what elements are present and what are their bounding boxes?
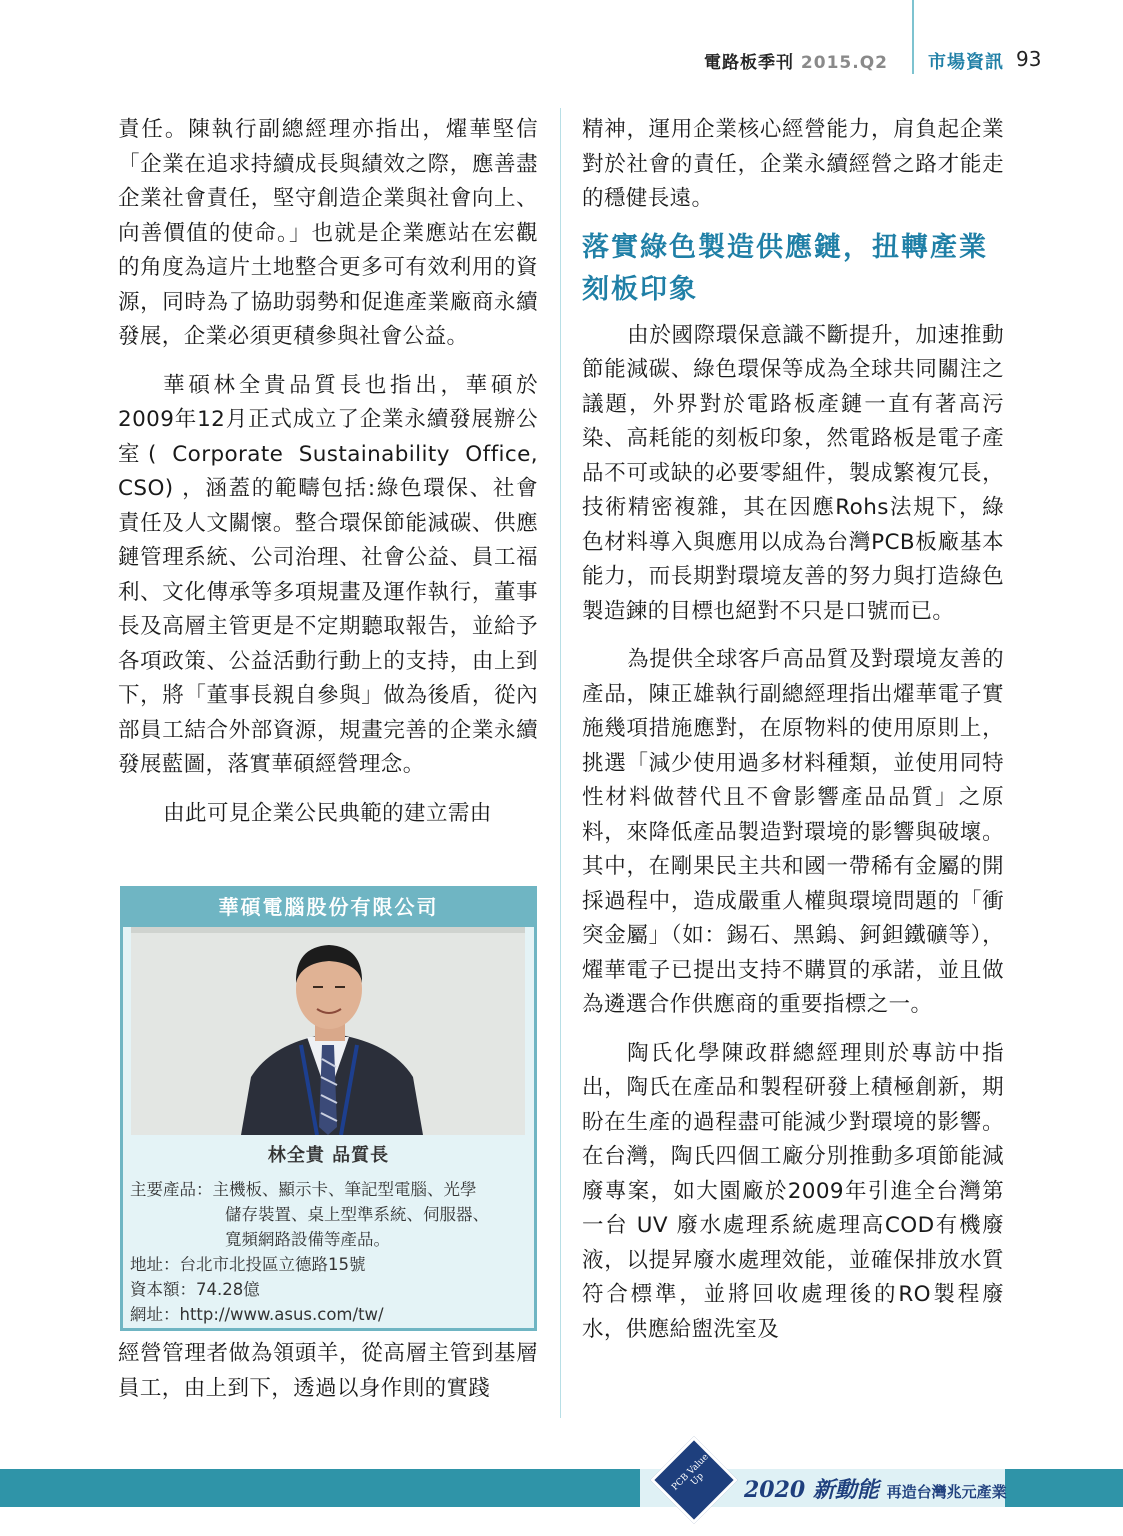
paragraph: 為提供全球客戶高品質及對環境友善的產品，陳正雄執行副總經理指出燿華電子實施幾項措施應對，在原物料的使用原則上，挑選「減少使用過多材料種類，並使用同特性材料做替代且不會影響產品品質」之原料，來降低產品製造對環境的影響與破壞。其中，在剛果民主共和國一帶稀有金屬的開採過程中，造成嚴重人權與環境問題的「衝突金屬」（如：錫石、黑鎢、鈳鉭鐵礦等），燿華電子已提出支持不購買的承諾，並且做為遴選合作供應商的重要指標之一。 [582, 647, 1004, 1017]
paragraph: 經營管理者做為領頭羊，從高層主管到基層員工，由上到下，透過以身作則的實踐 [118, 1341, 538, 1401]
paragraph: 由此可見企業公民典範的建立需由 [163, 800, 492, 826]
company-name: 華碩電腦股份有限公司 [123, 889, 534, 927]
paragraph: 由於國際環保意識不斷提升，加速推動節能減碳、綠色環保等成為全球共同關注之議題，外界對於電路板產鏈一直有著高污染、高耗能的刻板印象，然電路板是電子產品不可或缺的必要零組件，製成繁複冗長，技術精密複雜，其在因應Rohs法規下，綠色材料導入與應用以成為台灣PCB板廠基本能力，而長期對環境友善的努力與打造綠色製造鍊的目標也絕對不只是口號而已。 [582, 322, 1004, 624]
section-name: 市場資訊 [928, 52, 1004, 73]
products-label: 主要產品： [130, 1180, 213, 1199]
logo-text: PCB Value Up [670, 1452, 711, 1493]
company-details [130, 1177, 530, 1327]
company-info-box [120, 886, 537, 1331]
issue-label: 2015.Q2 [800, 53, 888, 73]
portrait-illustration [131, 927, 525, 1135]
tagline-sub: 再造台灣兆元產業 [886, 1483, 1007, 1501]
column-divider [560, 108, 561, 1418]
products-line: 主機板、顯示卡、筆記型電腦、光學 [212, 1180, 477, 1199]
paragraph: 華碩林全貴品質長也指出，華碩於2009年12月正式成立了企業永續發展辦公室( Corporate Sustainability Office, CSO) ，涵蓋的範疇包括:綠色環保、社會責任及人文關懷。整合環保節能減碳、供應鏈管理系統、公司治理、社會公益、員工福利、文化傳承等多項規畫及運作執行，董事長及高層主管更是不定期聽取報告，並給予各項政策、公益活動行動上的支持，由上到下，將「董事長親自參與」做為後盾，從內部員工結合外部資源，規畫完善的企業永續發展藍圖，落實華碩經營理念。 [118, 372, 538, 777]
paragraph: 責任。陳執行副總經理亦指出，燿華堅信「企業在追求持續成長與績效之際，應善盡企業社會責任，堅守創造企業與社會向上、向善價值的使命。」也就是企業應站在宏觀的角度為這片土地整合更多可有效利用的資源，同時為了協助弱勢和促進產業廠商永續發展，企業必須更積參與社會公益。 [118, 117, 538, 349]
address: 地址：台北市北投區立德路15號 [130, 1255, 366, 1274]
header-divider [912, 0, 914, 74]
capital: 資本額：74.28億 [130, 1280, 260, 1299]
right-column [582, 113, 1004, 1347]
page-number: 93 [1016, 47, 1042, 71]
section-heading: 落實綠色製造供應鏈，扭轉產業刻板印象 [582, 231, 988, 305]
products-row [130, 1177, 530, 1202]
footer-tagline [744, 1473, 1007, 1504]
products-line: 寬頻網路設備等產品。 [225, 1230, 390, 1249]
tagline-main: 2020 新動能 [744, 1477, 879, 1503]
publication-name: 電路板季刊 [704, 53, 794, 73]
left-column-bottom [118, 1337, 538, 1406]
paragraph: 精神，運用企業核心經營能力，肩負起企業對於社會的責任，企業永續經營之路才能走的穩健長遠。 [582, 117, 1004, 211]
publication-title [704, 48, 888, 73]
paragraph: 陶氏化學陳政群總經理則於專訪中指出，陶氏在產品和製程研發上積極創新，期盼在生產的過程盡可能減少對環境的影響。在台灣，陶氏四個工廠分別推動多項節能減廢專案，如大園廠於2009年引進全台灣第一台 UV 廢水處理系統處理高COD有機廢液，以提昇廢水處理效能，並確保排放水質符合標準，並將回收處理後的RO製程廢水，供應給盥洗室及 [582, 1040, 1004, 1342]
left-column-top [118, 113, 538, 831]
person-name-title: 林全貴 品質長 [267, 1145, 390, 1166]
portrait-photo [131, 927, 525, 1135]
products-line: 儲存裝置、桌上型準系統、伺服器、 [225, 1205, 489, 1224]
website-link[interactable]: 網址：http://www.asus.com/tw/ [130, 1305, 384, 1324]
